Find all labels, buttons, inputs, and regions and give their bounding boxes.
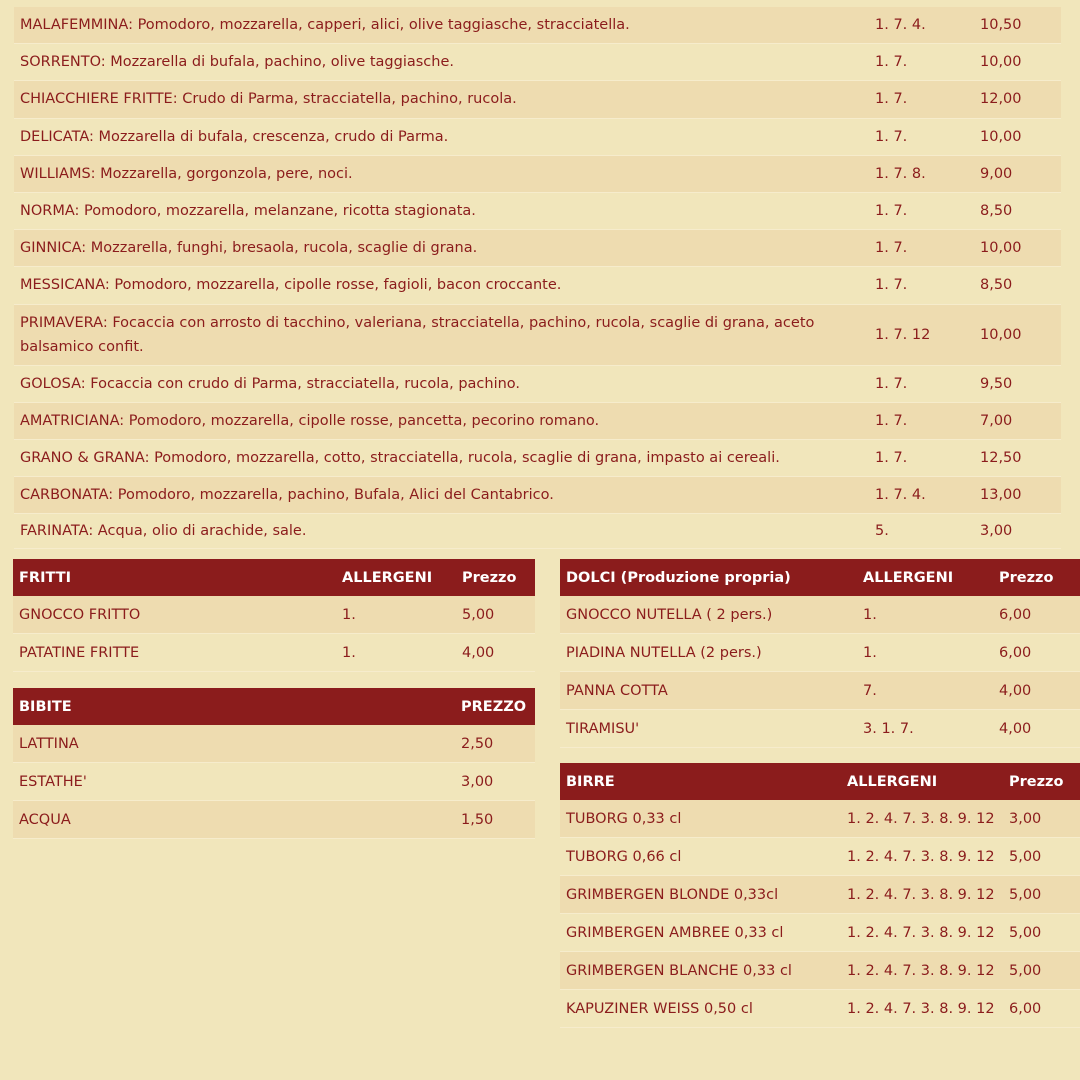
item-allergens: 1. 2. 4. 7. 3. 8. 9. 12 <box>841 800 1003 838</box>
item-price: 4,00 <box>993 672 1080 710</box>
table-row <box>14 365 1061 402</box>
table-row <box>560 876 1080 914</box>
item-description: MESSICANA: Pomodoro, mozzarella, cipolle rosse, fagioli, bacon croccante. <box>14 267 869 304</box>
table-row <box>14 514 1061 549</box>
table-row <box>13 763 535 801</box>
item-description: WILLIAMS: Mozzarella, gorgonzola, pere, noci. <box>14 155 869 192</box>
item-price: 6,00 <box>993 596 1080 634</box>
item-name: LATTINA <box>13 725 455 763</box>
item-description: GOLOSA: Focaccia con crudo di Parma, stracciatella, rucola, pachino. <box>14 365 869 402</box>
table-row <box>14 267 1061 304</box>
column-header-price: Prezzo <box>456 559 535 596</box>
item-price: 3,00 <box>1003 800 1080 838</box>
item-description: GRANO & GRANA: Pomodoro, mozzarella, cotto, stracciatella, rucola, scaglie di grana, impasto ai cereali. <box>14 439 869 476</box>
item-description: NORMA: Pomodoro, mozzarella, melanzane, ricotta stagionata. <box>14 192 869 229</box>
birre-table <box>560 763 1080 1028</box>
column-header-allergens: ALLERGENI <box>336 559 456 596</box>
item-price: 12,50 <box>974 439 1061 476</box>
table-row <box>14 439 1061 476</box>
item-name: PANNA COTTA <box>560 672 857 710</box>
item-allergens: 1. 7. <box>869 44 974 81</box>
table-header <box>560 559 1080 596</box>
item-price: 1,50 <box>455 801 535 839</box>
item-allergens: 1. 2. 4. 7. 3. 8. 9. 12 <box>841 876 1003 914</box>
item-allergens: 1. 7. 4. <box>869 477 974 514</box>
item-allergens: 1. 7. <box>869 402 974 439</box>
item-price: 10,00 <box>974 118 1061 155</box>
item-name: GRIMBERGEN BLONDE 0,33cl <box>560 876 841 914</box>
table-row <box>560 800 1080 838</box>
item-allergens: 1. 2. 4. 7. 3. 8. 9. 12 <box>841 838 1003 876</box>
item-price: 5,00 <box>456 596 535 634</box>
item-allergens: 1. 7. <box>869 267 974 304</box>
item-allergens: 5. <box>869 514 974 549</box>
item-allergens: 1. 2. 4. 7. 3. 8. 9. 12 <box>841 952 1003 990</box>
column-header-allergens: ALLERGENI <box>857 559 993 596</box>
item-price: 10,00 <box>974 44 1061 81</box>
item-price: 10,00 <box>974 304 1061 365</box>
item-allergens: 1. 2. 4. 7. 3. 8. 9. 12 <box>841 990 1003 1028</box>
table-row <box>13 596 535 634</box>
item-price: 8,50 <box>974 267 1061 304</box>
column-header-allergens: ALLERGENI <box>841 763 1003 800</box>
item-price: 10,00 <box>974 230 1061 267</box>
table-header <box>560 763 1080 800</box>
item-allergens: 3. 1. 7. <box>857 710 993 748</box>
item-allergens: 1. <box>857 634 993 672</box>
item-price: 9,00 <box>974 155 1061 192</box>
item-name: TUBORG 0,66 cl <box>560 838 841 876</box>
pizza-menu-table <box>14 7 1061 549</box>
item-price: 12,00 <box>974 81 1061 118</box>
table-row <box>14 7 1061 44</box>
column-header-price: Prezzo <box>993 559 1080 596</box>
item-description: FARINATA: Acqua, olio di arachide, sale. <box>14 514 869 549</box>
section-title: FRITTI <box>13 559 336 596</box>
table-row <box>14 304 1061 365</box>
item-price: 5,00 <box>1003 914 1080 952</box>
item-allergens: 1. 7. <box>869 439 974 476</box>
item-price: 3,00 <box>974 514 1061 549</box>
item-allergens: 1. 7. <box>869 230 974 267</box>
item-description: MALAFEMMINA: Pomodoro, mozzarella, capperi, alici, olive taggiasche, stracciatella. <box>14 7 869 44</box>
item-name: GNOCCO FRITTO <box>13 596 336 634</box>
table-row <box>560 710 1080 748</box>
item-name: TIRAMISU' <box>560 710 857 748</box>
item-allergens: 1. 2. 4. 7. 3. 8. 9. 12 <box>841 914 1003 952</box>
section-title: BIBITE <box>13 688 455 725</box>
bibite-table <box>13 688 535 839</box>
table-row <box>13 725 535 763</box>
item-price: 3,00 <box>455 763 535 801</box>
item-name: ACQUA <box>13 801 455 839</box>
item-allergens: 1. 7. <box>869 365 974 402</box>
item-description: AMATRICIANA: Pomodoro, mozzarella, cipolle rosse, pancetta, pecorino romano. <box>14 402 869 439</box>
item-name: KAPUZINER WEISS 0,50 cl <box>560 990 841 1028</box>
item-name: ESTATHE' <box>13 763 455 801</box>
item-allergens: 1. 7. <box>869 118 974 155</box>
item-allergens: 1. <box>857 596 993 634</box>
item-price: 6,00 <box>993 634 1080 672</box>
item-price: 5,00 <box>1003 952 1080 990</box>
item-allergens: 1. <box>336 634 456 672</box>
item-price: 5,00 <box>1003 838 1080 876</box>
section-title: DOLCI (Produzione propria) <box>560 559 857 596</box>
table-row <box>560 596 1080 634</box>
item-price: 6,00 <box>1003 990 1080 1028</box>
item-description: CHIACCHIERE FRITTE: Crudo di Parma, stracciatella, pachino, rucola. <box>14 81 869 118</box>
table-row <box>560 952 1080 990</box>
item-allergens: 1. 7. <box>869 81 974 118</box>
item-name: PATATINE FRITTE <box>13 634 336 672</box>
table-row <box>14 402 1061 439</box>
item-price: 10,50 <box>974 7 1061 44</box>
item-price: 13,00 <box>974 477 1061 514</box>
item-price: 7,00 <box>974 402 1061 439</box>
item-description: DELICATA: Mozzarella di bufala, crescenza, crudo di Parma. <box>14 118 869 155</box>
table-row <box>14 155 1061 192</box>
table-row <box>14 118 1061 155</box>
item-price: 5,00 <box>1003 876 1080 914</box>
item-name: TUBORG 0,33 cl <box>560 800 841 838</box>
item-allergens: 7. <box>857 672 993 710</box>
item-price: 8,50 <box>974 192 1061 229</box>
item-description: GINNICA: Mozzarella, funghi, bresaola, rucola, scaglie di grana. <box>14 230 869 267</box>
table-row <box>13 634 535 672</box>
table-header <box>13 559 535 596</box>
item-price: 4,00 <box>456 634 535 672</box>
table-row <box>14 192 1061 229</box>
dolci-table <box>560 559 1080 748</box>
item-allergens: 1. <box>336 596 456 634</box>
item-allergens: 1. 7. <box>869 192 974 229</box>
item-allergens: 1. 7. 8. <box>869 155 974 192</box>
table-row <box>560 634 1080 672</box>
item-name: GRIMBERGEN AMBREE 0,33 cl <box>560 914 841 952</box>
table-row <box>560 990 1080 1028</box>
table-row <box>14 477 1061 514</box>
item-name: PIADINA NUTELLA (2 pers.) <box>560 634 857 672</box>
table-row <box>560 838 1080 876</box>
fritti-table <box>13 559 535 672</box>
table-row <box>14 81 1061 118</box>
item-name: GNOCCO NUTELLA ( 2 pers.) <box>560 596 857 634</box>
table-row <box>560 672 1080 710</box>
table-row <box>13 801 535 839</box>
item-price: 4,00 <box>993 710 1080 748</box>
item-description: CARBONATA: Pomodoro, mozzarella, pachino, Bufala, Alici del Cantabrico. <box>14 477 869 514</box>
table-header <box>13 688 535 725</box>
table-row <box>560 914 1080 952</box>
item-allergens: 1. 7. 4. <box>869 7 974 44</box>
section-title: BIRRE <box>560 763 841 800</box>
table-row <box>14 230 1061 267</box>
item-description: PRIMAVERA: Focaccia con arrosto di tacchino, valeriana, stracciatella, pachino, rucola, scaglie di grana, aceto balsamico confit. <box>14 304 869 365</box>
item-price: 9,50 <box>974 365 1061 402</box>
item-price: 2,50 <box>455 725 535 763</box>
item-allergens: 1. 7. 12 <box>869 304 974 365</box>
item-description: SORRENTO: Mozzarella di bufala, pachino, olive taggiasche. <box>14 44 869 81</box>
column-header-price: PREZZO <box>455 688 535 725</box>
table-row <box>14 44 1061 81</box>
item-name: GRIMBERGEN BLANCHE 0,33 cl <box>560 952 841 990</box>
column-header-price: Prezzo <box>1003 763 1080 800</box>
